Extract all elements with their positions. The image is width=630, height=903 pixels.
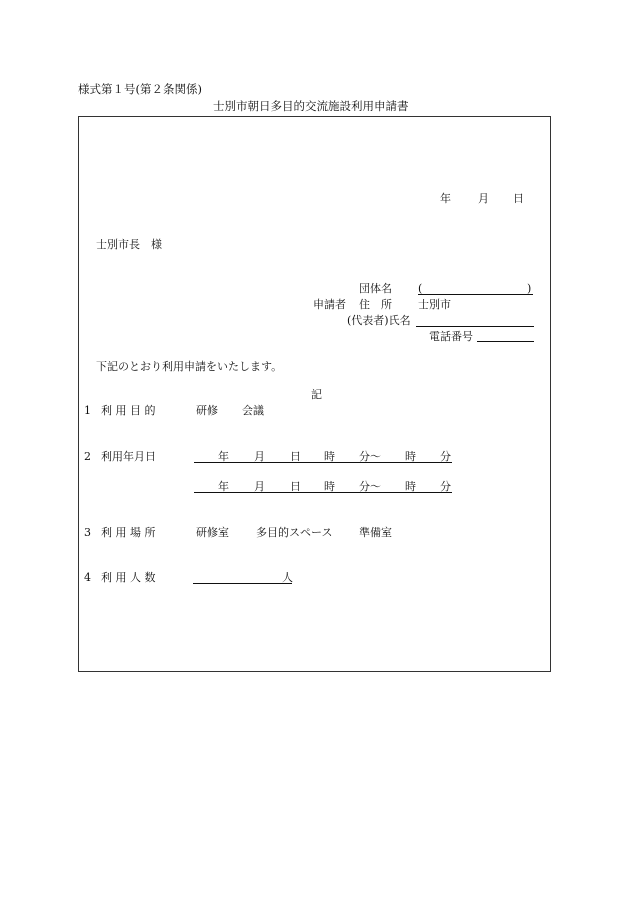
- place-option-prep-room[interactable]: 準備室: [359, 526, 392, 539]
- item-2-number: 2: [84, 450, 91, 463]
- date-row-1-minute-from: 分～: [359, 450, 381, 463]
- ki-heading: 記: [311, 388, 322, 401]
- date-row-1-month: 月: [254, 450, 265, 463]
- intro-text: 下記のとおり利用申請をいたします。: [96, 360, 283, 373]
- applicant-label: 申請者: [313, 298, 346, 311]
- address-label: 住 所: [359, 298, 392, 311]
- item-4-number: 4: [84, 571, 91, 584]
- form-number: 様式第１号(第２条関係): [78, 82, 202, 96]
- phone-label: 電話番号: [429, 330, 473, 343]
- phone-field[interactable]: [477, 341, 534, 342]
- people-count-field[interactable]: [193, 583, 292, 584]
- purpose-option-training[interactable]: 研修: [196, 404, 218, 417]
- date-row-2-day: 日: [290, 480, 301, 493]
- people-unit: 人: [282, 571, 293, 584]
- date-row-2-hour: 時: [324, 480, 335, 493]
- purpose-label: 利 用 目 的: [101, 404, 156, 417]
- group-name-label: 団体名: [359, 282, 392, 295]
- group-name-paren-close: ): [527, 282, 532, 295]
- date-day-label: 日: [513, 192, 524, 205]
- addressee: 士別市長 様: [96, 238, 162, 251]
- date-month-label: 月: [478, 192, 489, 205]
- group-name-field[interactable]: [418, 294, 533, 295]
- purpose-option-meeting[interactable]: 会議: [242, 404, 264, 417]
- date-row-1-hour-to: 時: [405, 450, 416, 463]
- address-value: 士別市: [418, 298, 451, 311]
- dates-label: 利用年月日: [101, 450, 156, 463]
- date-year-label: 年: [440, 192, 451, 205]
- people-label: 利 用 人 数: [101, 571, 156, 584]
- date-row-2-minute-from: 分～: [359, 480, 381, 493]
- place-label: 利 用 場 所: [101, 526, 156, 539]
- representative-label: (代表者)氏名: [347, 314, 411, 327]
- place-option-training-room[interactable]: 研修室: [196, 526, 229, 539]
- date-row-2-hour-to: 時: [405, 480, 416, 493]
- date-row-2-year: 年: [218, 480, 229, 493]
- date-row-1-year: 年: [218, 450, 229, 463]
- date-row-1-hour: 時: [324, 450, 335, 463]
- place-option-multipurpose-space[interactable]: 多目的スペース: [256, 526, 333, 539]
- date-row-1-minute-to: 分: [440, 450, 451, 463]
- date-row-1-day: 日: [290, 450, 301, 463]
- date-row-2-month: 月: [254, 480, 265, 493]
- date-row-2-minute-to: 分: [440, 480, 451, 493]
- representative-name-field[interactable]: [416, 326, 534, 327]
- item-1-number: 1: [84, 404, 91, 417]
- item-3-number: 3: [84, 526, 91, 539]
- document-title: 士別市朝日多目的交流施設利用申請書: [213, 99, 409, 113]
- group-name-paren-open: (: [418, 282, 423, 295]
